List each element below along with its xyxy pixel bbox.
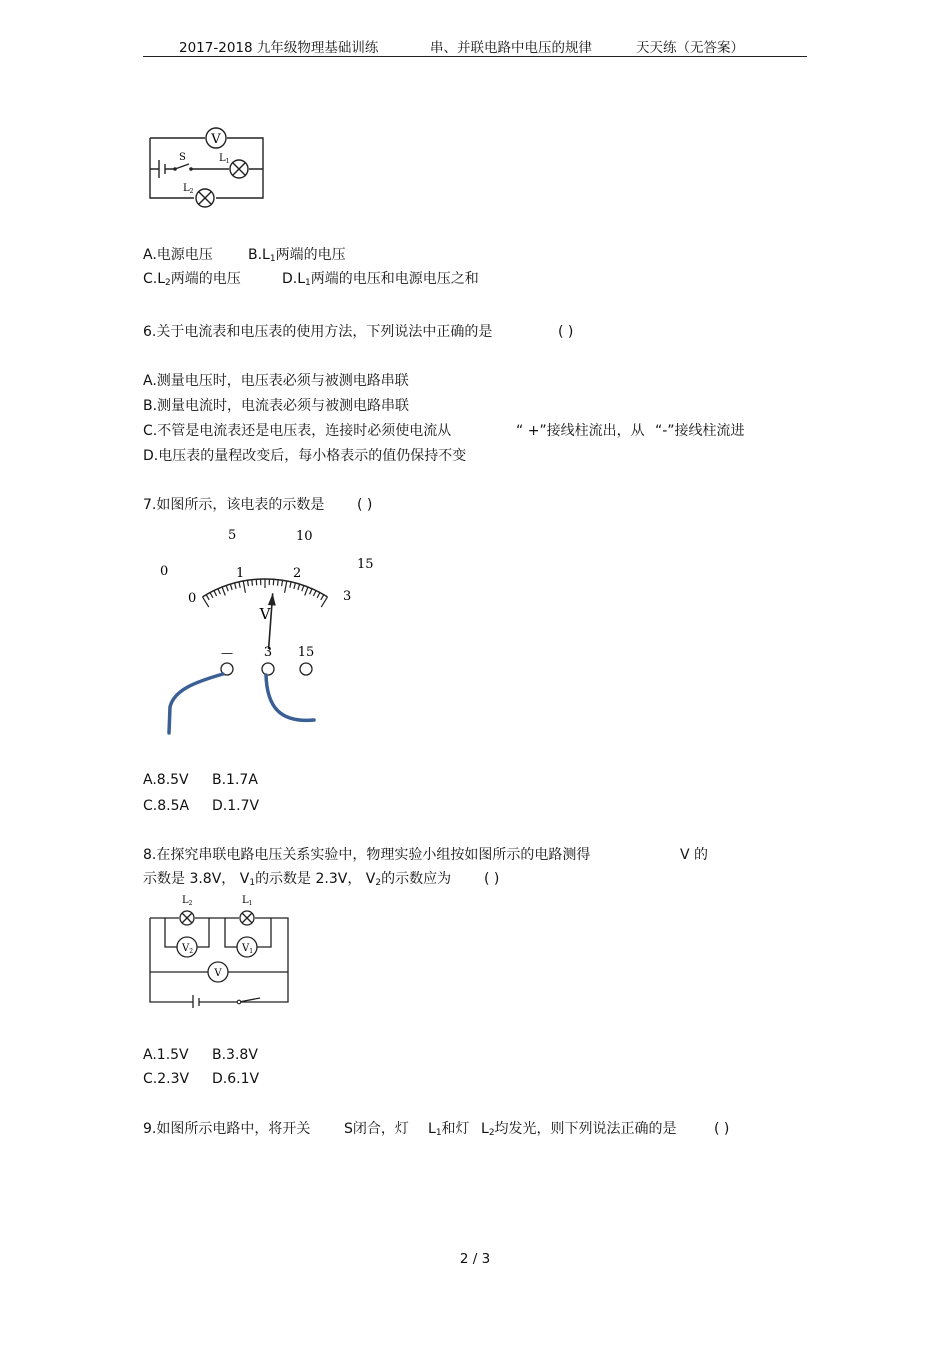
dial-tick — [252, 580, 253, 586]
q5-option-d: $D.L_1$两端的电压和电源电压之和 — [282, 271, 479, 288]
q8-lamp2-label: $L_2$ — [182, 895, 193, 907]
dial-tick — [285, 581, 287, 593]
q8-option-d: D.6.1V — [212, 1071, 260, 1087]
q8-voltmeter2-label: $V_2$ — [182, 943, 194, 955]
q5-option-a: A.电源电压 — [143, 247, 213, 263]
dial-tick — [235, 583, 237, 589]
q7-option-d: D.1.7V — [212, 798, 260, 814]
dial-tick — [222, 587, 225, 595]
dial-tick — [290, 582, 291, 588]
q9-answer-paren: ( ) — [714, 1121, 730, 1137]
header-topic: 串、并联电路中电压的规律 — [430, 40, 592, 56]
q5-lamp1-label: $L_1$ — [219, 153, 230, 165]
dial-tick — [317, 593, 320, 598]
q8-option-c: C.2.3V — [143, 1071, 190, 1087]
q8-answer-paren: ( ) — [484, 871, 500, 887]
header-grade-title: 2017-2018 九年级物理基础训练 — [179, 40, 379, 56]
terminal-negative-label: — — [221, 646, 233, 660]
dial-tick — [248, 580, 249, 586]
upper-scale-15: 15 — [357, 557, 374, 572]
q6-answer-paren: ( ) — [558, 324, 574, 340]
q5-lamp2-label: $L_2$ — [183, 183, 194, 195]
terminal-3 — [262, 663, 274, 675]
q6-option-b: B.测量电流时，电流表必须与被测电路串联 — [143, 398, 410, 414]
dial-tick — [294, 583, 296, 589]
q6-option-c-part2: “ +”接线柱流出，从 — [516, 423, 645, 439]
q8-voltmeter-label: V — [214, 968, 222, 979]
dial-tick — [310, 589, 312, 595]
q8-circuit-diagram — [143, 890, 295, 1008]
q6-option-a: A.测量电压时，电压表必须与被测电路串联 — [143, 373, 409, 389]
dial-tick — [230, 584, 232, 590]
lower-scale-0: 0 — [188, 591, 197, 606]
q5-option-c: $C.L_2$两端的电压 — [143, 271, 241, 288]
lower-scale-3: 3 — [343, 589, 352, 604]
dial-tick — [206, 595, 209, 600]
q8-stem-line1-end: V 的 — [680, 847, 709, 863]
q7-option-b: B.1.7A — [212, 772, 258, 788]
q8-voltmeter1-label: $V_1$ — [242, 943, 254, 955]
dial-tick — [321, 595, 324, 600]
dial-tick — [226, 586, 228, 592]
terminal-3-label: 3 — [263, 645, 273, 660]
q8-stem-line2: 示数是 3.8V， $V_1$的示数是 2.3V， $V_2$的示数应为 — [143, 871, 452, 888]
wire-to-negative — [169, 674, 223, 733]
q8-option-a: A.1.5V — [143, 1047, 189, 1063]
header-practice: 天天练（无答案） — [636, 40, 744, 56]
lower-scale-1: 1 — [236, 566, 245, 581]
page-header — [143, 36, 807, 57]
dial-tick — [298, 584, 300, 590]
terminal-15-label: 15 — [297, 645, 315, 660]
dial-tick — [210, 593, 213, 598]
q6-option-d: D.电压表的量程改变后，每小格表示的值仍保持不变 — [143, 448, 467, 464]
q9-stem-part4: $L_2$均发光，则下列说法正确的是 — [481, 1121, 677, 1138]
q8-option-b: B.3.8V — [212, 1047, 258, 1063]
wire-to-3 — [266, 675, 314, 720]
q9-stem-part3: $L_1$和灯 — [428, 1121, 470, 1138]
dial-tick — [256, 579, 257, 585]
q7-option-c: C.8.5A — [143, 798, 190, 814]
q9-stem-part1: 9.如图所示电路中，将开关 — [143, 1121, 311, 1137]
dial-tick — [273, 579, 274, 585]
upper-scale-5: 5 — [228, 528, 237, 543]
q7-option-a: A.8.5V — [143, 772, 189, 788]
upper-scale-0: 0 — [160, 564, 169, 579]
q6-option-c: C.不管是电流表还是电压表，连接时必须使电流从 — [143, 423, 452, 439]
dial-unit-label: V — [259, 605, 271, 623]
q8-stem-line1: 8.在探究串联电路电压关系实验中，物理实验小组按如图所示的电路测得 — [143, 847, 591, 863]
q8-lamp1-label: $L_1$ — [242, 895, 253, 907]
dial-tick — [239, 582, 240, 588]
dial-tick — [214, 591, 217, 596]
q6-stem: 6.关于电流表和电压表的使用方法，下列说法中正确的是 — [143, 324, 493, 340]
q5-switch-label: S — [179, 152, 186, 163]
q9-stem-part2: S闭合，灯 — [344, 1121, 409, 1137]
dial-tick — [243, 581, 245, 593]
q7-answer-paren: ( ) — [357, 497, 373, 513]
q5-voltmeter-label: V — [211, 132, 221, 147]
q6-option-c-part3: “-”接线柱流进 — [655, 423, 745, 439]
dial-tick — [305, 587, 308, 595]
dial-tick — [282, 580, 283, 586]
dial-tick — [302, 586, 304, 592]
page-number: 2 / 3 — [459, 1251, 491, 1267]
q7-stem: 7.如图所示，该电表的示数是 — [143, 497, 325, 513]
lower-scale-2: 2 — [293, 566, 302, 581]
dial-tick — [313, 591, 316, 596]
upper-scale-10: 10 — [296, 529, 313, 544]
q7-voltmeter-dial — [150, 522, 385, 737]
q5-option-b: $B.L_1$两端的电压 — [248, 247, 346, 264]
terminal-15 — [300, 663, 312, 675]
dial-tick — [218, 589, 220, 595]
dial-tick — [278, 580, 279, 586]
q5-circuit-diagram — [143, 120, 273, 212]
